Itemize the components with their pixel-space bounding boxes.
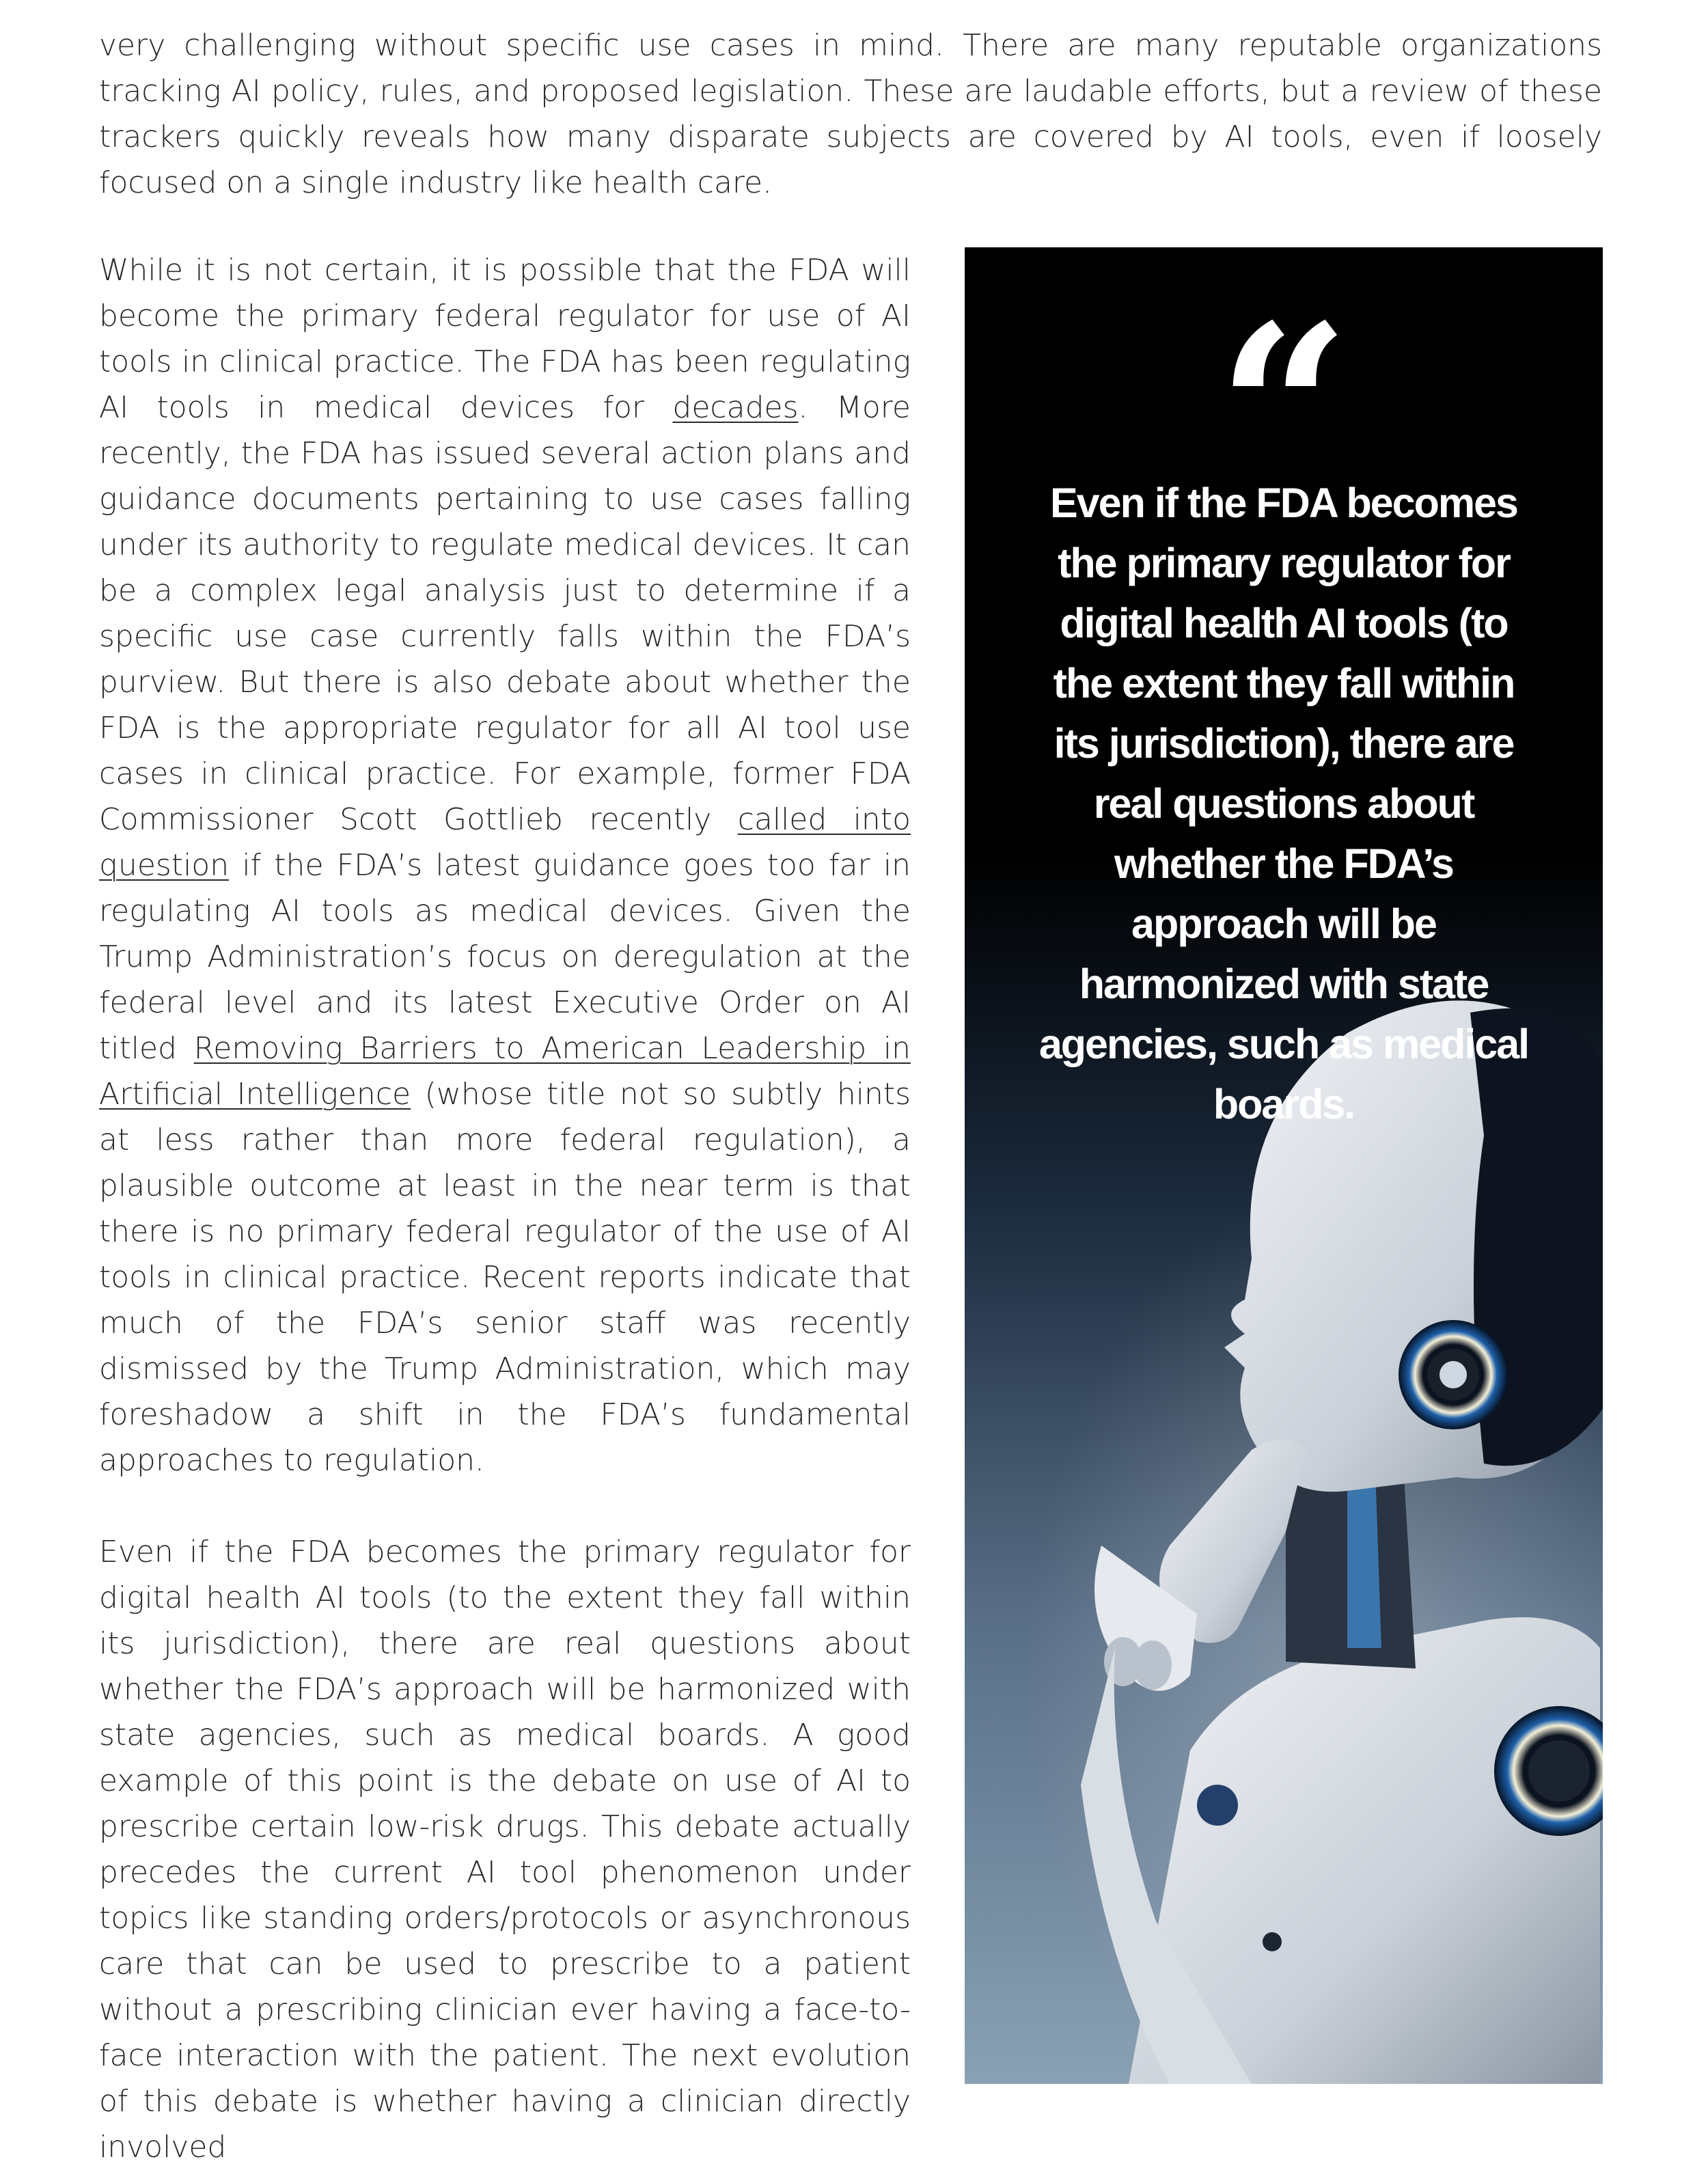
- quote-mark-icon: “: [1217, 275, 1351, 547]
- decades-link[interactable]: decades: [672, 390, 799, 425]
- called-into-question-link[interactable]: called into question: [99, 802, 911, 883]
- executive-order-link[interactable]: Removing Barriers to American Leadership in Artificial Intelligence: [99, 1031, 911, 1112]
- pull-quote-text: Even if the FDA becomes the primary regulator for digital health AI tools (to the extent they fall within its jurisdiction), there are real questions about whether the FDA’s approach will be harmonized with state agencies, such as medical boards.: [1038, 480, 1529, 1127]
- intro-paragraph: very challenging without specific use cases in mind. There are many reputable organizations tracking AI policy, rules, and proposed legislation. These are laudable efforts, but a review of these trackers quickly reveals how many disparate subjects are covered by AI tools, even if loosely focused on a single industry like health care.: [99, 28, 1602, 200]
- paragraph-text: . More recently, the FDA has issued several action plans and guidance documents pertaining to use cases falling under its authority to regulate medical devices. It can be a complex legal analysis just to determine if a specific use case currently falls within the FDA’s purview. But there is also debate about whether the FDA is the appropriate regulator for all AI tool use cases in clinical practice. For example, former FDA Commissioner Scott Gottlieb recently: [99, 390, 911, 837]
- paragraph-text: While it is not certain, it is possible that the FDA will become the primary federal regulator for use of AI tools in clinical practice. The FDA has been regulating AI tools in medical devices for: [99, 253, 911, 425]
- paragraph-fda-regulator: [99, 247, 911, 1483]
- paragraph-text: if the FDA’s latest guidance goes too far in regulating AI tools as medical devices. Given the Trump Administration’s focus on deregulation at the federal level and its latest Executive Order on AI titled: [99, 848, 911, 1066]
- main-column: [99, 247, 911, 2170]
- paragraph-state-harmonization: Even if the FDA becomes the primary regulator for digital health AI tools (to the extent they fall within its jurisdiction), there are real questions about whether the FDA’s approach will be harmonized with state agencies, such as medical boards. A good example of this point is the debate on use of AI to prescribe certain low-risk drugs. This debate actually precedes the current AI tool phenomenon under topics like standing orders/protocols or asynchronous care that can be used to prescribe to a patient without a prescribing clinician ever having a face-to-face interaction with the patient. The next evolution of this debate is whether having a clinician directly involved: [99, 1535, 911, 2165]
- paragraph-text: (whose title not so subtly hints at less rather than more federal regulation), a plausible outcome at least in the near term is that there is no primary federal regulator of the use of AI tools in clinical practice. Recent reports indicate that much of the FDA’s senior staff was recently dismissed by the Trump Administration, which may foreshadow a shift in the FDA’s fundamental approaches to regulation.: [99, 1077, 911, 1478]
- pull-quote-panel: [965, 247, 1603, 2084]
